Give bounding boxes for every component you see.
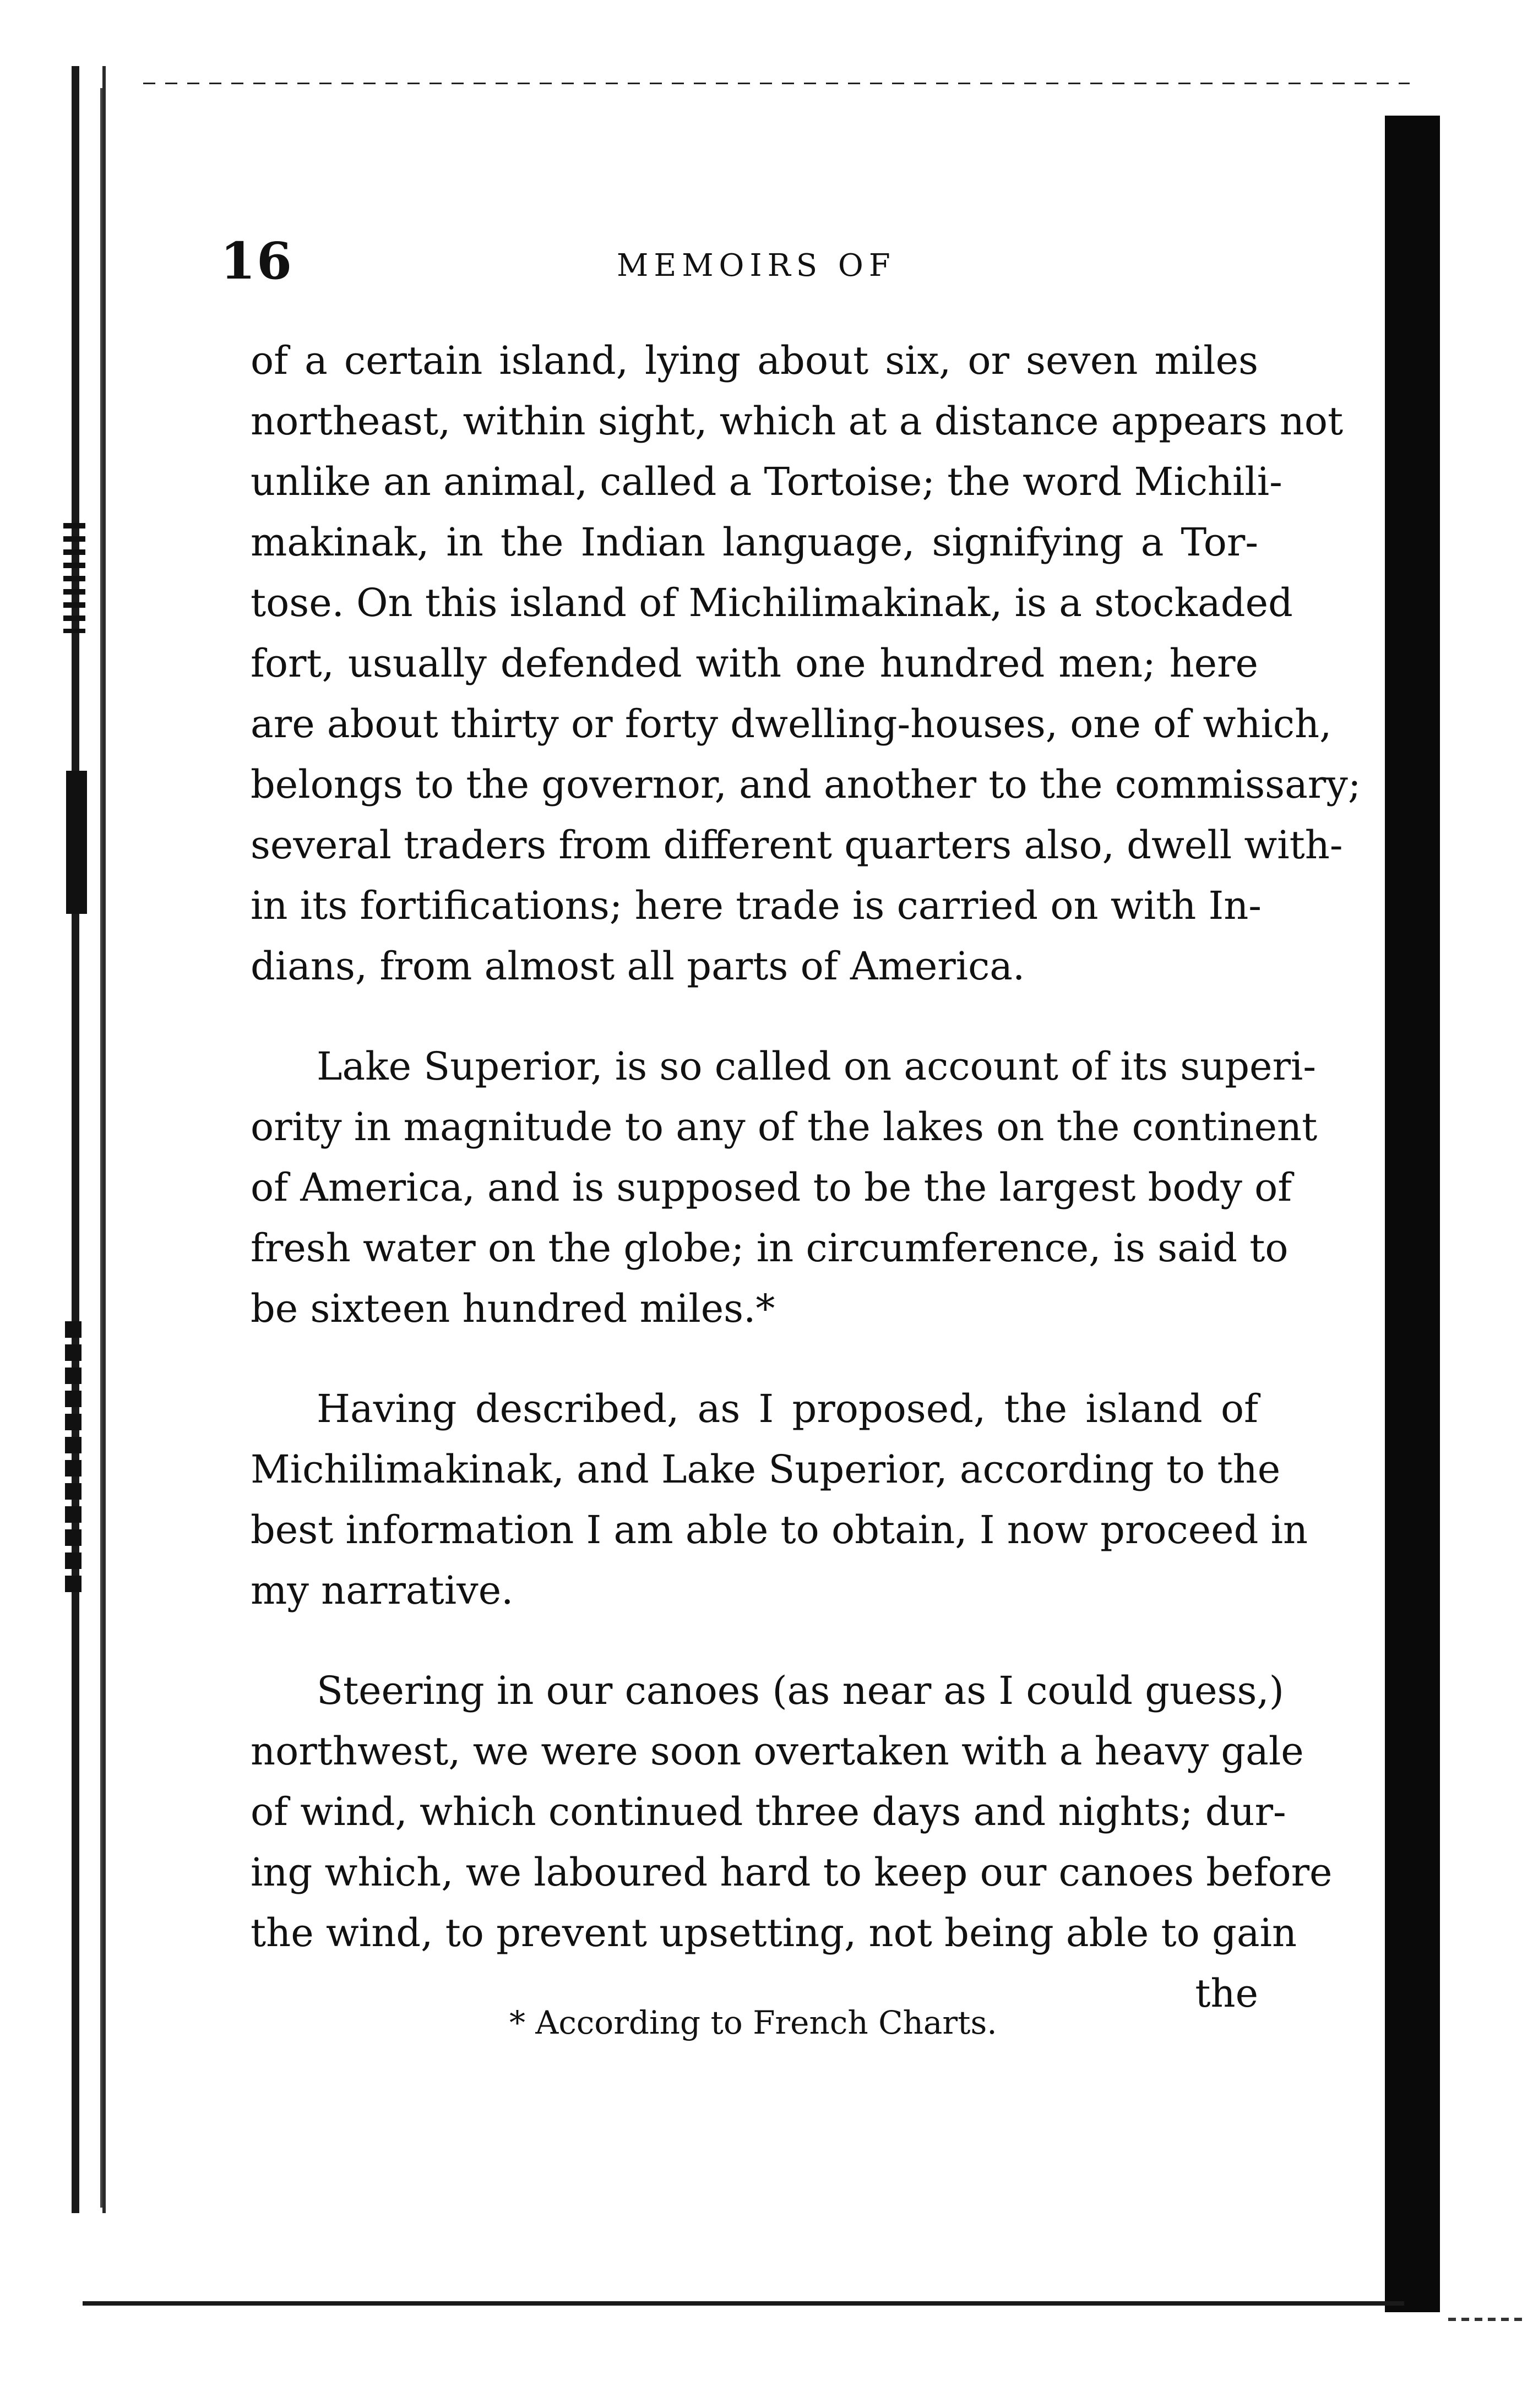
text-line: best information I am able to obtain, I now proceed in [251,1507,1308,1552]
text-line: dians, from almost all parts of America. [251,944,1025,989]
body-text [251,330,1361,2024]
text-line: fresh water on the globe; in circumference, is said to [251,1225,1289,1271]
text-line: my narrative. [251,1568,514,1613]
scan-artifact-strip [65,1321,81,1597]
page-right-edge-shadow [1385,116,1440,2312]
text-line: northeast, within sight, which at a distance appears not [251,399,1344,444]
text-line: unlike an animal, called a Tortoise; the word Michili- [251,459,1282,504]
text-line: several traders from different quarters also, dwell with- [251,822,1343,868]
text-line: makinak, in the Indian language, signifying a Tor- [251,520,1258,565]
text-line: in its fortifications; here trade is carried on with In- [251,883,1262,928]
running-head [220,231,1266,297]
binding-inner-line [100,88,102,2208]
text-line: of America, and is supposed to be the largest body of [251,1165,1292,1210]
text-line: are about thirty or forty dwelling-houses, one of which, [251,701,1332,747]
top-page-edge [143,83,1410,84]
text-line: be sixteen hundred miles.* [251,1286,775,1331]
text-line: Steering in our canoes (as near as I could guess,) [317,1668,1284,1713]
running-head-title: MEMOIRS OF [617,248,896,284]
text-line: of wind, which continued three days and nights; dur- [251,1789,1286,1834]
text-line: belongs to the governor, and another to the commissary; [251,762,1361,807]
paragraph-4 [251,1660,1333,1963]
catchword: the [1195,1971,1258,2016]
scan-artifact-marks [63,523,85,633]
scan-artifact-block [66,771,87,914]
text-line: fort, usually defended with one hundred men; here [251,641,1258,686]
page-number: 16 [220,231,293,291]
paragraph-3 [251,1379,1308,1621]
text-line: ority in magnitude to any of the lakes on the continent [251,1104,1318,1149]
text-line: Michilimakinak, and Lake Superior, according to the [251,1447,1281,1492]
bottom-page-edge-fragment [1448,2318,1525,2321]
text-line: Having described, as I proposed, the island of [317,1386,1258,1431]
bottom-page-edge [83,2301,1404,2306]
text-line: of a certain island, lying about six, or seven miles [251,338,1258,383]
text-line: tose. On this island of Michilimakinak, is a stockaded [251,580,1293,625]
text-line: ing which, we laboured hard to keep our canoes before [251,1850,1333,1895]
footnote: * According to French Charts. [509,2004,997,2041]
paragraph-1 [251,330,1361,996]
text-line: northwest, we were soon overtaken with a heavy gale [251,1729,1304,1774]
text-line: Lake Superior, is so called on account of its superi- [317,1044,1316,1089]
text-line: the wind, to prevent upsetting, not being able to gain [251,1910,1297,1955]
paragraph-2 [251,1036,1318,1339]
